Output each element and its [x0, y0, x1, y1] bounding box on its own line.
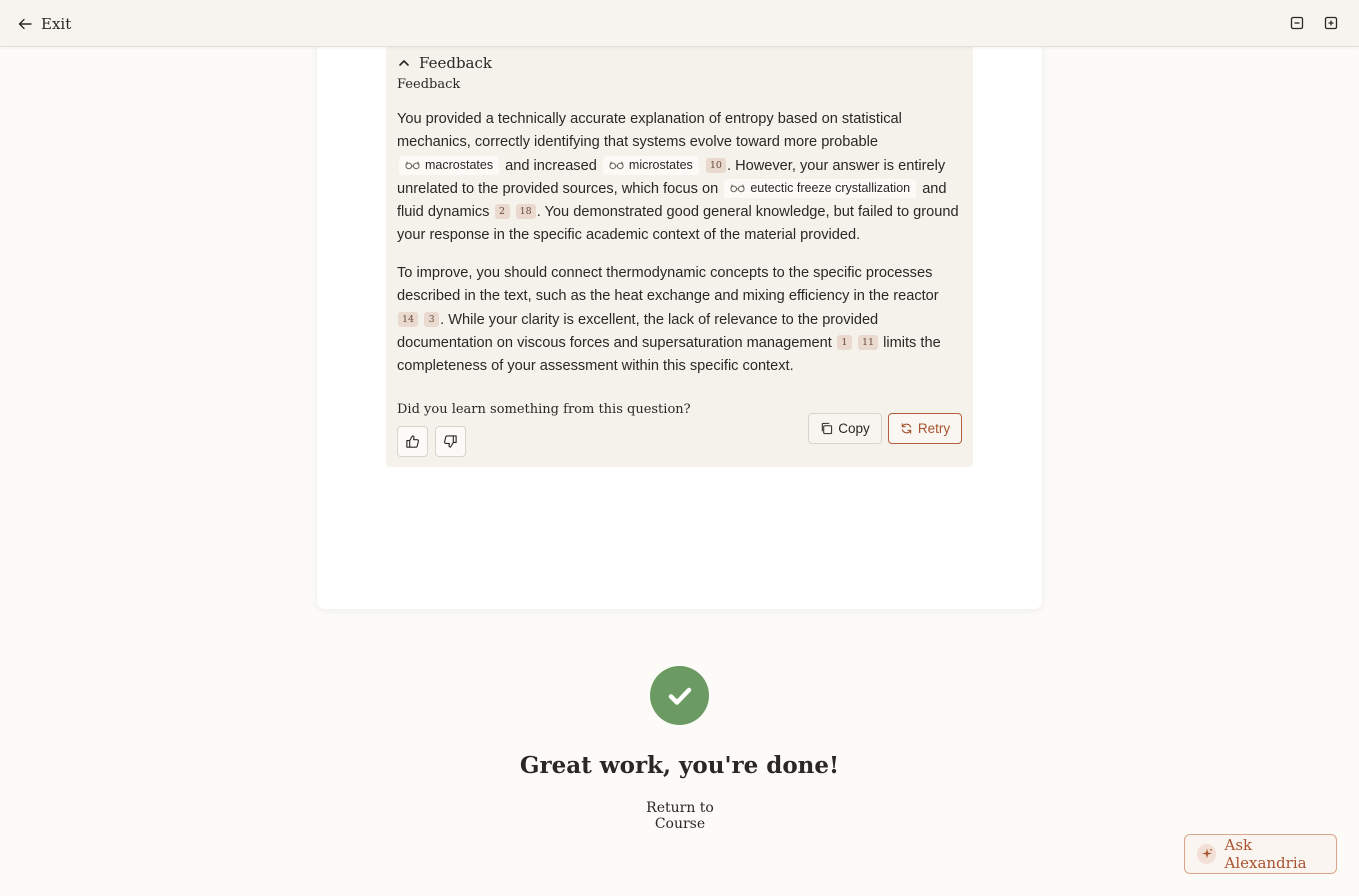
copy-icon [820, 422, 833, 435]
checkmark-icon [665, 681, 695, 711]
copy-button[interactable] [808, 413, 882, 444]
feedback-toggle-label: Feedback [419, 54, 492, 72]
citation-badge[interactable]: 10 [706, 158, 726, 173]
feedback-toggle[interactable] [397, 52, 492, 74]
glossary-term-label: macrostates [425, 157, 494, 172]
glossary-term-label: microstates [628, 157, 693, 172]
paragraph-text: To improve, you should connect thermodynamic concepts to the specific processes described in the text, such as the heat exchange and mixing efficiency in the reactor [397, 265, 939, 305]
minimize-window-icon [1289, 15, 1305, 31]
feedback-paragraph-2 [397, 262, 963, 378]
sparkle-icon-wrap [1197, 844, 1216, 864]
feedback-subheading: Feedback [397, 77, 461, 92]
glossary-term[interactable] [603, 156, 699, 175]
exit-label: Exit [41, 15, 72, 33]
arrow-left-icon [17, 16, 33, 32]
citation-badge[interactable]: 1 [837, 335, 852, 350]
thumbs-down-icon [443, 434, 458, 449]
sparkle-icon [1201, 848, 1213, 860]
return-to-course-link[interactable]: Return to Course [646, 800, 714, 832]
chevron-up-icon [397, 56, 411, 70]
glasses-icon [609, 160, 624, 170]
glasses-icon [405, 160, 420, 170]
ask-alexandria-label: Ask Alexandria [1224, 836, 1307, 872]
citation-badge[interactable]: 11 [858, 335, 878, 350]
paragraph-text: and fluid dynamics [397, 180, 947, 221]
ask-alexandria-button[interactable] [1184, 834, 1337, 874]
citation-badge[interactable]: 18 [516, 204, 536, 219]
citation-badge[interactable]: 2 [495, 204, 510, 219]
feedback-paragraph-1 [397, 108, 963, 248]
citation-badge[interactable]: 3 [424, 312, 439, 327]
exit-button[interactable] [17, 12, 71, 36]
retry-icon [900, 422, 913, 435]
thumbs-down-button[interactable] [435, 426, 466, 457]
glossary-term[interactable] [724, 179, 916, 198]
learn-question: Did you learn something from this question? [397, 402, 691, 417]
glasses-icon [730, 183, 745, 193]
retry-label: Retry [917, 421, 951, 436]
completion-title: Great work, you're done! [519, 752, 840, 779]
copy-label: Copy [838, 421, 870, 436]
glossary-term[interactable] [399, 156, 499, 175]
paragraph-text: You provided a technically accurate explanation of entropy based on statistical mechanics, correctly identifying that systems evolve toward more probable [397, 111, 902, 151]
expand-window-button[interactable] [1323, 15, 1339, 31]
minimize-window-button[interactable] [1289, 15, 1305, 31]
paragraph-text: limits the completeness of your assessment within this specific context. [397, 334, 941, 375]
top-bar [0, 0, 1359, 47]
expand-window-icon [1323, 15, 1339, 31]
success-check-badge [650, 666, 709, 725]
citation-badge[interactable]: 14 [398, 312, 418, 327]
thumbs-up-button[interactable] [397, 426, 428, 457]
retry-button[interactable] [888, 413, 962, 444]
glossary-term-label: eutectic freeze crystallization [750, 180, 911, 195]
paragraph-text: and increased [505, 157, 597, 174]
paragraph-text: . However, your answer is entirely unrelated to the provided sources, which focus on [397, 157, 946, 197]
thumbs-up-icon [405, 434, 420, 449]
paragraph-text: . You demonstrated good general knowledge, but failed to ground your response in the specific academic context of the material provided. [397, 204, 959, 244]
paragraph-text: . While your clarity is excellent, the lack of relevance to the provided documentation on viscous forces and supersaturation management [397, 311, 879, 351]
